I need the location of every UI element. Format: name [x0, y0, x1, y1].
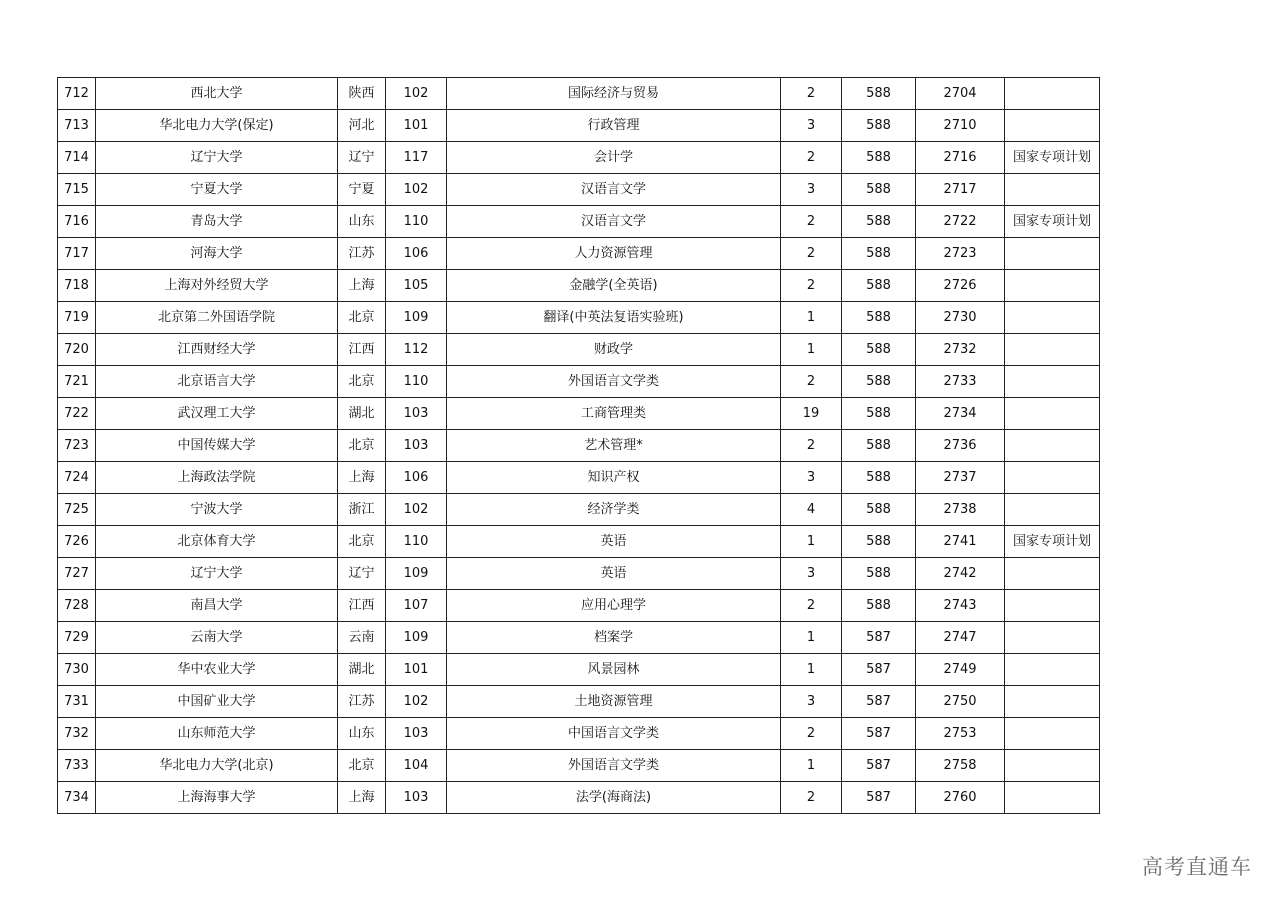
note-cell — [1005, 622, 1100, 654]
province-cell: 上海 — [338, 462, 386, 494]
major-code-cell: 103 — [386, 718, 447, 750]
province-cell: 宁夏 — [338, 174, 386, 206]
min-score-cell: 588 — [842, 270, 916, 302]
major-code-cell: 102 — [386, 78, 447, 110]
table-row — [58, 206, 1100, 238]
major-name-cell: 汉语言文学 — [447, 206, 781, 238]
rank-cell: 2723 — [916, 238, 1005, 270]
province-cell: 北京 — [338, 750, 386, 782]
plan-count-cell: 3 — [781, 174, 842, 206]
major-name-cell: 经济学类 — [447, 494, 781, 526]
university-name-cell: 江西财经大学 — [96, 334, 338, 366]
min-score-cell: 587 — [842, 782, 916, 814]
plan-count-cell: 2 — [781, 430, 842, 462]
major-name-cell: 中国语言文学类 — [447, 718, 781, 750]
province-cell: 北京 — [338, 430, 386, 462]
university-name-cell: 河海大学 — [96, 238, 338, 270]
note-cell — [1005, 590, 1100, 622]
min-score-cell: 588 — [842, 302, 916, 334]
rank-cell: 2743 — [916, 590, 1005, 622]
plan-count-cell: 2 — [781, 782, 842, 814]
rank-cell: 2753 — [916, 718, 1005, 750]
major-name-cell: 行政管理 — [447, 110, 781, 142]
row-index-cell: 713 — [58, 110, 96, 142]
university-name-cell: 北京第二外国语学院 — [96, 302, 338, 334]
table-row — [58, 142, 1100, 174]
major-code-cell: 109 — [386, 302, 447, 334]
row-index-cell: 714 — [58, 142, 96, 174]
note-cell: 国家专项计划 — [1005, 526, 1100, 558]
note-cell — [1005, 110, 1100, 142]
row-index-cell: 718 — [58, 270, 96, 302]
table-row — [58, 430, 1100, 462]
admission-score-table — [57, 77, 1100, 814]
rank-cell: 2716 — [916, 142, 1005, 174]
rank-cell: 2747 — [916, 622, 1005, 654]
province-cell: 上海 — [338, 270, 386, 302]
plan-count-cell: 3 — [781, 462, 842, 494]
university-name-cell: 华北电力大学(保定) — [96, 110, 338, 142]
university-name-cell: 上海对外经贸大学 — [96, 270, 338, 302]
province-cell: 山东 — [338, 206, 386, 238]
note-cell — [1005, 270, 1100, 302]
min-score-cell: 587 — [842, 622, 916, 654]
university-name-cell: 北京语言大学 — [96, 366, 338, 398]
plan-count-cell: 2 — [781, 206, 842, 238]
major-name-cell: 工商管理类 — [447, 398, 781, 430]
table-body — [58, 78, 1100, 814]
plan-count-cell: 3 — [781, 110, 842, 142]
note-cell: 国家专项计划 — [1005, 206, 1100, 238]
plan-count-cell: 4 — [781, 494, 842, 526]
province-cell: 上海 — [338, 782, 386, 814]
university-name-cell: 华中农业大学 — [96, 654, 338, 686]
rank-cell: 2736 — [916, 430, 1005, 462]
min-score-cell: 588 — [842, 462, 916, 494]
row-index-cell: 730 — [58, 654, 96, 686]
min-score-cell: 588 — [842, 334, 916, 366]
university-name-cell: 武汉理工大学 — [96, 398, 338, 430]
rank-cell: 2760 — [916, 782, 1005, 814]
province-cell: 江苏 — [338, 238, 386, 270]
university-name-cell: 宁夏大学 — [96, 174, 338, 206]
major-name-cell: 人力资源管理 — [447, 238, 781, 270]
note-cell — [1005, 654, 1100, 686]
province-cell: 云南 — [338, 622, 386, 654]
major-code-cell: 102 — [386, 494, 447, 526]
plan-count-cell: 1 — [781, 526, 842, 558]
major-code-cell: 105 — [386, 270, 447, 302]
row-index-cell: 722 — [58, 398, 96, 430]
rank-cell: 2742 — [916, 558, 1005, 590]
plan-count-cell: 1 — [781, 302, 842, 334]
plan-count-cell: 2 — [781, 78, 842, 110]
major-code-cell: 103 — [386, 430, 447, 462]
min-score-cell: 587 — [842, 654, 916, 686]
plan-count-cell: 2 — [781, 366, 842, 398]
table-row — [58, 270, 1100, 302]
table-row — [58, 782, 1100, 814]
province-cell: 湖北 — [338, 654, 386, 686]
university-name-cell: 西北大学 — [96, 78, 338, 110]
table-row — [58, 718, 1100, 750]
min-score-cell: 588 — [842, 366, 916, 398]
note-cell — [1005, 430, 1100, 462]
note-cell — [1005, 750, 1100, 782]
note-cell — [1005, 302, 1100, 334]
plan-count-cell: 2 — [781, 142, 842, 174]
major-name-cell: 金融学(全英语) — [447, 270, 781, 302]
major-name-cell: 财政学 — [447, 334, 781, 366]
major-code-cell: 103 — [386, 782, 447, 814]
major-name-cell: 法学(海商法) — [447, 782, 781, 814]
table-row — [58, 526, 1100, 558]
row-index-cell: 721 — [58, 366, 96, 398]
rank-cell: 2758 — [916, 750, 1005, 782]
table-row — [58, 366, 1100, 398]
major-code-cell: 104 — [386, 750, 447, 782]
rank-cell: 2722 — [916, 206, 1005, 238]
plan-count-cell: 2 — [781, 718, 842, 750]
major-code-cell: 110 — [386, 206, 447, 238]
university-name-cell: 华北电力大学(北京) — [96, 750, 338, 782]
min-score-cell: 588 — [842, 142, 916, 174]
row-index-cell: 719 — [58, 302, 96, 334]
min-score-cell: 588 — [842, 238, 916, 270]
table-row — [58, 494, 1100, 526]
table-row — [58, 750, 1100, 782]
note-cell — [1005, 718, 1100, 750]
province-cell: 河北 — [338, 110, 386, 142]
rank-cell: 2704 — [916, 78, 1005, 110]
note-cell — [1005, 366, 1100, 398]
table-row — [58, 622, 1100, 654]
min-score-cell: 588 — [842, 590, 916, 622]
university-name-cell: 南昌大学 — [96, 590, 338, 622]
min-score-cell: 588 — [842, 430, 916, 462]
row-index-cell: 712 — [58, 78, 96, 110]
province-cell: 江苏 — [338, 686, 386, 718]
major-name-cell: 档案学 — [447, 622, 781, 654]
major-code-cell: 117 — [386, 142, 447, 174]
row-index-cell: 720 — [58, 334, 96, 366]
rank-cell: 2733 — [916, 366, 1005, 398]
plan-count-cell: 3 — [781, 558, 842, 590]
note-cell — [1005, 398, 1100, 430]
note-cell — [1005, 238, 1100, 270]
university-name-cell: 辽宁大学 — [96, 558, 338, 590]
min-score-cell: 588 — [842, 526, 916, 558]
row-index-cell: 732 — [58, 718, 96, 750]
row-index-cell: 723 — [58, 430, 96, 462]
plan-count-cell: 19 — [781, 398, 842, 430]
major-name-cell: 风景园林 — [447, 654, 781, 686]
major-name-cell: 外国语言文学类 — [447, 750, 781, 782]
province-cell: 江西 — [338, 590, 386, 622]
province-cell: 北京 — [338, 366, 386, 398]
table-row — [58, 590, 1100, 622]
note-cell — [1005, 686, 1100, 718]
major-code-cell: 109 — [386, 558, 447, 590]
major-code-cell: 109 — [386, 622, 447, 654]
province-cell: 浙江 — [338, 494, 386, 526]
major-code-cell: 101 — [386, 110, 447, 142]
note-cell — [1005, 558, 1100, 590]
row-index-cell: 729 — [58, 622, 96, 654]
min-score-cell: 588 — [842, 206, 916, 238]
major-code-cell: 107 — [386, 590, 447, 622]
major-code-cell: 102 — [386, 174, 447, 206]
university-name-cell: 青岛大学 — [96, 206, 338, 238]
row-index-cell: 727 — [58, 558, 96, 590]
university-name-cell: 宁波大学 — [96, 494, 338, 526]
major-name-cell: 知识产权 — [447, 462, 781, 494]
university-name-cell: 山东师范大学 — [96, 718, 338, 750]
rank-cell: 2730 — [916, 302, 1005, 334]
plan-count-cell: 1 — [781, 654, 842, 686]
watermark-text: 高考直通车 — [1142, 855, 1252, 879]
province-cell: 北京 — [338, 526, 386, 558]
row-index-cell: 733 — [58, 750, 96, 782]
min-score-cell: 588 — [842, 494, 916, 526]
university-name-cell: 辽宁大学 — [96, 142, 338, 174]
row-index-cell: 715 — [58, 174, 96, 206]
province-cell: 北京 — [338, 302, 386, 334]
major-name-cell: 英语 — [447, 526, 781, 558]
row-index-cell: 734 — [58, 782, 96, 814]
min-score-cell: 588 — [842, 174, 916, 206]
table-row — [58, 174, 1100, 206]
table-row — [58, 238, 1100, 270]
plan-count-cell: 1 — [781, 750, 842, 782]
table-row — [58, 686, 1100, 718]
table-row — [58, 398, 1100, 430]
min-score-cell: 588 — [842, 558, 916, 590]
major-name-cell: 外国语言文学类 — [447, 366, 781, 398]
table-row — [58, 334, 1100, 366]
min-score-cell: 587 — [842, 718, 916, 750]
rank-cell: 2726 — [916, 270, 1005, 302]
major-name-cell: 英语 — [447, 558, 781, 590]
major-name-cell: 艺术管理* — [447, 430, 781, 462]
major-code-cell: 112 — [386, 334, 447, 366]
university-name-cell: 中国传媒大学 — [96, 430, 338, 462]
major-name-cell: 汉语言文学 — [447, 174, 781, 206]
min-score-cell: 587 — [842, 750, 916, 782]
rank-cell: 2710 — [916, 110, 1005, 142]
province-cell: 辽宁 — [338, 142, 386, 174]
table-row — [58, 558, 1100, 590]
row-index-cell: 731 — [58, 686, 96, 718]
province-cell: 辽宁 — [338, 558, 386, 590]
note-cell: 国家专项计划 — [1005, 142, 1100, 174]
note-cell — [1005, 462, 1100, 494]
row-index-cell: 725 — [58, 494, 96, 526]
table-row — [58, 302, 1100, 334]
rank-cell: 2741 — [916, 526, 1005, 558]
rank-cell: 2737 — [916, 462, 1005, 494]
major-code-cell: 110 — [386, 366, 447, 398]
major-code-cell: 101 — [386, 654, 447, 686]
major-code-cell: 103 — [386, 398, 447, 430]
plan-count-cell: 1 — [781, 622, 842, 654]
major-code-cell: 106 — [386, 238, 447, 270]
row-index-cell: 726 — [58, 526, 96, 558]
table-row — [58, 654, 1100, 686]
plan-count-cell: 3 — [781, 686, 842, 718]
university-name-cell: 北京体育大学 — [96, 526, 338, 558]
province-cell: 江西 — [338, 334, 386, 366]
row-index-cell: 716 — [58, 206, 96, 238]
major-name-cell: 土地资源管理 — [447, 686, 781, 718]
rank-cell: 2738 — [916, 494, 1005, 526]
table-row — [58, 110, 1100, 142]
row-index-cell: 717 — [58, 238, 96, 270]
note-cell — [1005, 334, 1100, 366]
min-score-cell: 588 — [842, 110, 916, 142]
min-score-cell: 588 — [842, 78, 916, 110]
province-cell: 山东 — [338, 718, 386, 750]
row-index-cell: 724 — [58, 462, 96, 494]
plan-count-cell: 2 — [781, 238, 842, 270]
rank-cell: 2749 — [916, 654, 1005, 686]
university-name-cell: 中国矿业大学 — [96, 686, 338, 718]
major-name-cell: 应用心理学 — [447, 590, 781, 622]
university-name-cell: 上海政法学院 — [96, 462, 338, 494]
university-name-cell: 上海海事大学 — [96, 782, 338, 814]
university-name-cell: 云南大学 — [96, 622, 338, 654]
plan-count-cell: 1 — [781, 334, 842, 366]
major-code-cell: 102 — [386, 686, 447, 718]
row-index-cell: 728 — [58, 590, 96, 622]
note-cell — [1005, 782, 1100, 814]
rank-cell: 2717 — [916, 174, 1005, 206]
table-row — [58, 462, 1100, 494]
rank-cell: 2750 — [916, 686, 1005, 718]
major-name-cell: 会计学 — [447, 142, 781, 174]
province-cell: 湖北 — [338, 398, 386, 430]
note-cell — [1005, 494, 1100, 526]
major-code-cell: 110 — [386, 526, 447, 558]
major-code-cell: 106 — [386, 462, 447, 494]
major-name-cell: 国际经济与贸易 — [447, 78, 781, 110]
rank-cell: 2734 — [916, 398, 1005, 430]
plan-count-cell: 2 — [781, 270, 842, 302]
plan-count-cell: 2 — [781, 590, 842, 622]
rank-cell: 2732 — [916, 334, 1005, 366]
table-row — [58, 78, 1100, 110]
province-cell: 陕西 — [338, 78, 386, 110]
min-score-cell: 588 — [842, 398, 916, 430]
major-name-cell: 翻译(中英法复语实验班) — [447, 302, 781, 334]
min-score-cell: 587 — [842, 686, 916, 718]
note-cell — [1005, 174, 1100, 206]
note-cell — [1005, 78, 1100, 110]
